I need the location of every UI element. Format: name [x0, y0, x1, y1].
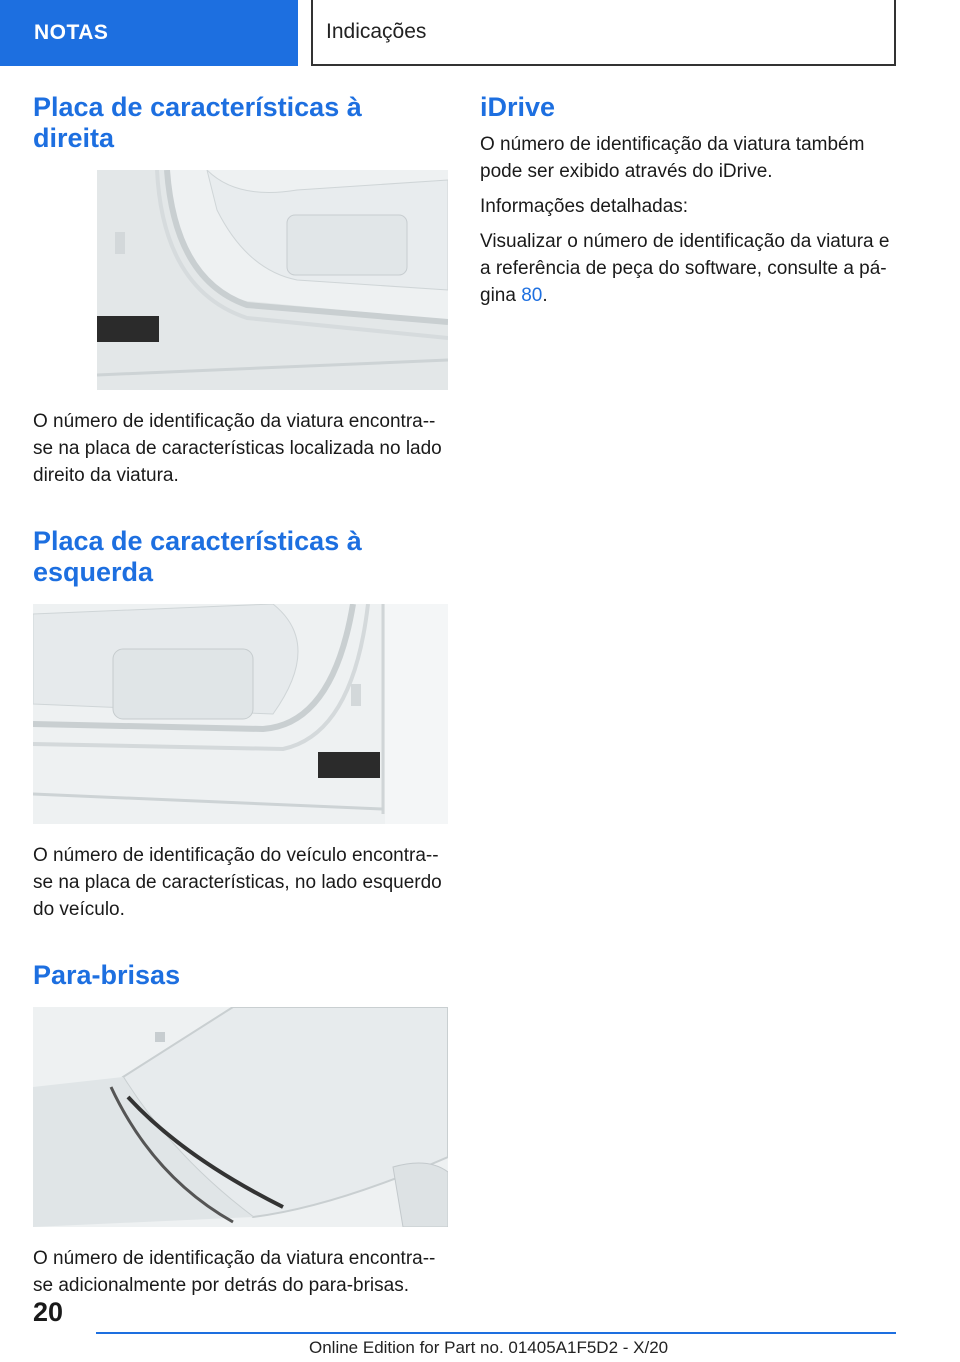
figure-windshield: [33, 1007, 448, 1227]
figure-left-plate: [33, 604, 448, 824]
paragraph-idrive-3-text: Visualizar o número de identificação da viatura e a referência de peça do software, consulte a pá-gina: [480, 231, 890, 306]
paragraph-idrive-2: Informações detalhadas:: [480, 196, 689, 217]
chapter-header: [311, 0, 896, 66]
paragraph-idrive-1: O número de identificação da viatura também pode ser exibido através do iDrive.: [480, 134, 865, 182]
page-number: 20: [33, 1297, 64, 1327]
figure-right-plate: [97, 170, 448, 390]
paragraph-idrive-3-end: .: [542, 285, 548, 306]
section-title-idrive: iDrive: [480, 92, 556, 122]
right-column: [480, 92, 896, 309]
section-title-right-plate: Placa de características à direita: [33, 92, 362, 153]
paragraph-left-plate: O número de identificação do veículo encontra--se na placa de características, no lado esquerdo do veículo.: [33, 845, 442, 920]
footer-rule: [96, 1332, 896, 1334]
chapter-title: Indicações: [326, 20, 427, 43]
footer-edition: Online Edition for Part no. 01405A1F5D2 - X/20: [309, 1338, 669, 1357]
page-reference-link[interactable]: 80: [521, 285, 543, 306]
section-title-left-plate: Placa de características à esquerda: [33, 526, 362, 587]
paragraph-idrive-3: [480, 228, 896, 309]
section-tab-label: NOTAS: [34, 21, 109, 44]
paragraph-windshield: O número de identificação da viatura encontra--se adicionalmente por detrás do para-brisas.: [33, 1248, 436, 1296]
paragraph-right-plate: O número de identificação da viatura encontra--se na placa de características localizada no lado direito da viatura.: [33, 411, 442, 486]
section-title-windshield: Para-brisas: [33, 960, 181, 990]
left-column: [33, 92, 448, 1299]
section-tab[interactable]: [0, 0, 298, 66]
